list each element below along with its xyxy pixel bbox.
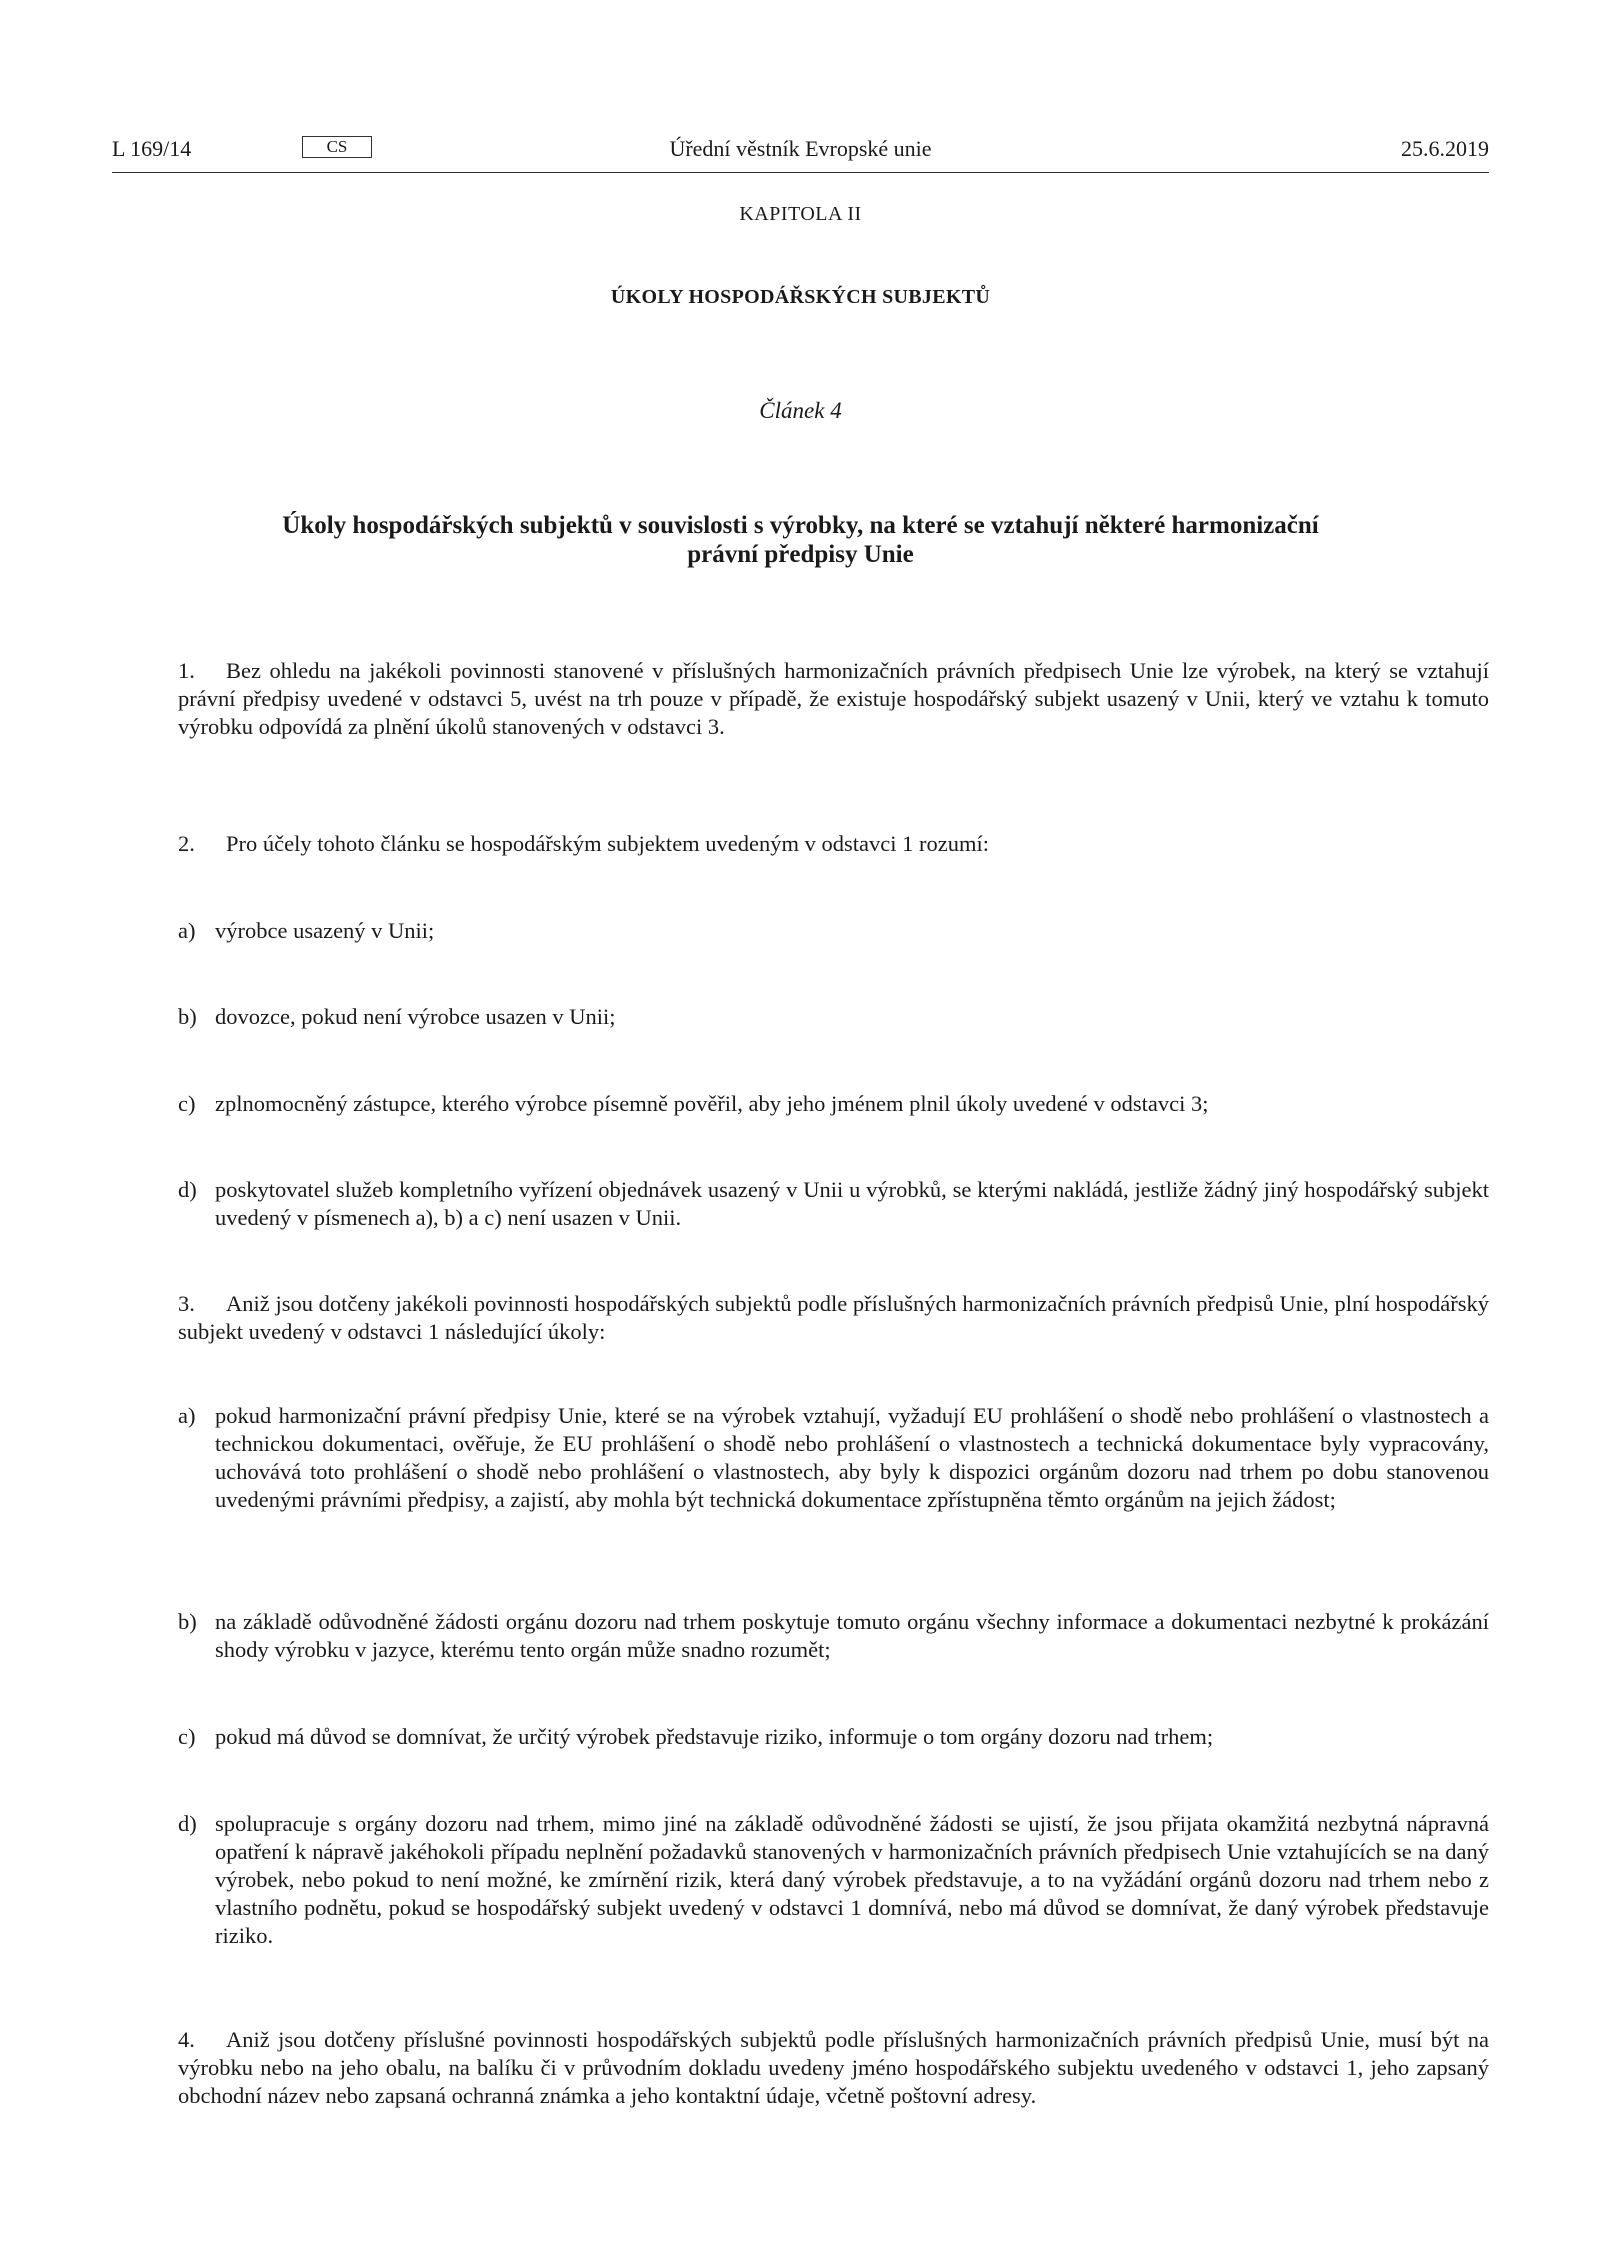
item-text: spolupracuje s orgány dozoru nad trhem, mimo jiné na základě odůvodněné žádosti se ujistí, že jsou přijata okamžitá nezbytná nápravná opatření k nápravě jakéhokoli případu neplnění požadavků stanovených v harmonizačních právních předpisech Unie vztahujících se na daný výrobek, nebo pokud to není možné, ke zmírnění rizik, která daný výrobek představuje, a to na vyžádání orgánů dozoru nad trhem nebo z vlastního podnětu, pokud se hospodářský subjekt uvedený v odstavci 1 domnívá, nebo má důvod se domnívat, že daný výrobek představuje riziko. (215, 1811, 1489, 1948)
article-title (112, 511, 1489, 569)
list-item (178, 1608, 1489, 1664)
item-letter: b) (178, 1609, 197, 1634)
paragraph-number: 2. (178, 831, 195, 856)
item-text: dovozce, pokud není výrobce usazen v Unii; (215, 1004, 616, 1029)
list-item (178, 1090, 1489, 1118)
item-text: zplnomocněný zástupce, kterého výrobce písemně pověřil, aby jeho jménem plnil úkoly uvedené v odstavci 3; (215, 1091, 1209, 1116)
paragraph-1 (178, 657, 1489, 741)
list-item (178, 1723, 1489, 1751)
article-number: Článek 4 (759, 398, 842, 423)
language-badge: CS (302, 136, 372, 158)
paragraph-number: 4. (178, 2027, 195, 2052)
item-letter: d) (178, 1177, 197, 1202)
item-text: pokud harmonizační právní předpisy Unie, které se na výrobek vztahují, vyžadují EU prohlášení o shodě nebo prohlášení o vlastnostech a technickou dokumentaci, ověřuje, že EU prohlášení o shodě nebo prohlášení o vlastnostech a technická dokumentace byly vypracovány, uchovává toto prohlášení o shodě nebo prohlášení o vlastnostech, aby byly k dispozici orgánům dozoru nad trhem po dobu stanovenou uvedenými právními předpisy, a zajistí, aby mohla být technická dokumentace zpřístupněna těmto orgánům na jejich žádost; (215, 1403, 1489, 1512)
paragraph-text: Pro účely tohoto článku se hospodářským subjektem uvedeným v odstavci 1 rozumí: (226, 831, 989, 856)
list-item (178, 1176, 1489, 1232)
item-letter: a) (178, 918, 196, 943)
item-letter: c) (178, 1091, 196, 1116)
journal-title: Úřední věstník Evropské unie (669, 136, 932, 161)
list-item (178, 917, 1489, 945)
item-letter: c) (178, 1724, 196, 1749)
paragraph-4 (178, 2026, 1489, 2110)
item-text: pokud má důvod se domnívat, že určitý výrobek představuje riziko, informuje o tom orgány dozoru nad trhem; (215, 1724, 1214, 1749)
item-letter: b) (178, 1004, 197, 1029)
list-item (178, 1810, 1489, 1950)
article-title-line-1: Úkoly hospodářských subjektů v souvislosti s výrobky, na které se vztahují některé harmonizační (282, 512, 1319, 539)
item-text: poskytovatel služeb kompletního vyřízení objednávek usazený v Unii u výrobků, se kterými nakládá, jestliže žádný jiný hospodářský subjekt uvedený v písmenech a), b) a c) není usazen v Unii. (215, 1177, 1489, 1230)
paragraph-number: 3. (178, 1291, 195, 1316)
paragraph-2 (178, 830, 1489, 858)
item-text: na základě odůvodněné žádosti orgánu dozoru nad trhem poskytuje tomuto orgánu všechny informace a dokumentaci nezbytné k prokázání shody výrobku v jazyce, kterému tento orgán může snadno rozumět; (215, 1609, 1489, 1662)
page-header (112, 128, 1489, 173)
article-title-line-2: právní předpisy Unie (687, 541, 914, 568)
chapter-label: KAPITOLA II (739, 203, 862, 225)
item-letter: a) (178, 1403, 196, 1428)
page-reference: L 169/14 (112, 136, 192, 161)
item-text: výrobce usazený v Unii; (215, 918, 435, 943)
paragraph-text: Aniž jsou dotčeny jakékoli povinnosti hospodářských subjektů podle příslušných harmonizačních právních předpisů Unie, plní hospodářský subjekt uvedený v odstavci 1 následující úkoly: (178, 1291, 1489, 1344)
paragraph-number: 1. (178, 658, 195, 683)
paragraph-3 (178, 1290, 1489, 1346)
item-letter: d) (178, 1811, 197, 1836)
publication-date: 25.6.2019 (1401, 136, 1489, 161)
paragraph-text: Aniž jsou dotčeny příslušné povinnosti hospodářských subjektů podle příslušných harmonizačních právních předpisů Unie, musí být na výrobku nebo na jeho obalu, na balíku či v průvodním dokladu uvedeny jméno hospodářského subjektu uvedeného v odstavci 1, jeho zapsaný obchodní název nebo zapsaná ochranná známka a jeho kontaktní údaje, včetně poštovní adresy. (178, 2027, 1489, 2108)
chapter-title: ÚKOLY HOSPODÁŘSKÝCH SUBJEKTŮ (610, 286, 991, 308)
list-item (178, 1402, 1489, 1514)
list-item (178, 1003, 1489, 1031)
paragraph-text: Bez ohledu na jakékoli povinnosti stanovené v příslušných harmonizačních právních předpisech Unie lze výrobek, na který se vztahují právní předpisy uvedené v odstavci 5, uvést na trh pouze v případě, že existuje hospodářský subjekt usazený v Unii, který ve vztahu k tomuto výrobku odpovídá za plnění úkolů stanovených v odstavci 3. (178, 658, 1489, 739)
